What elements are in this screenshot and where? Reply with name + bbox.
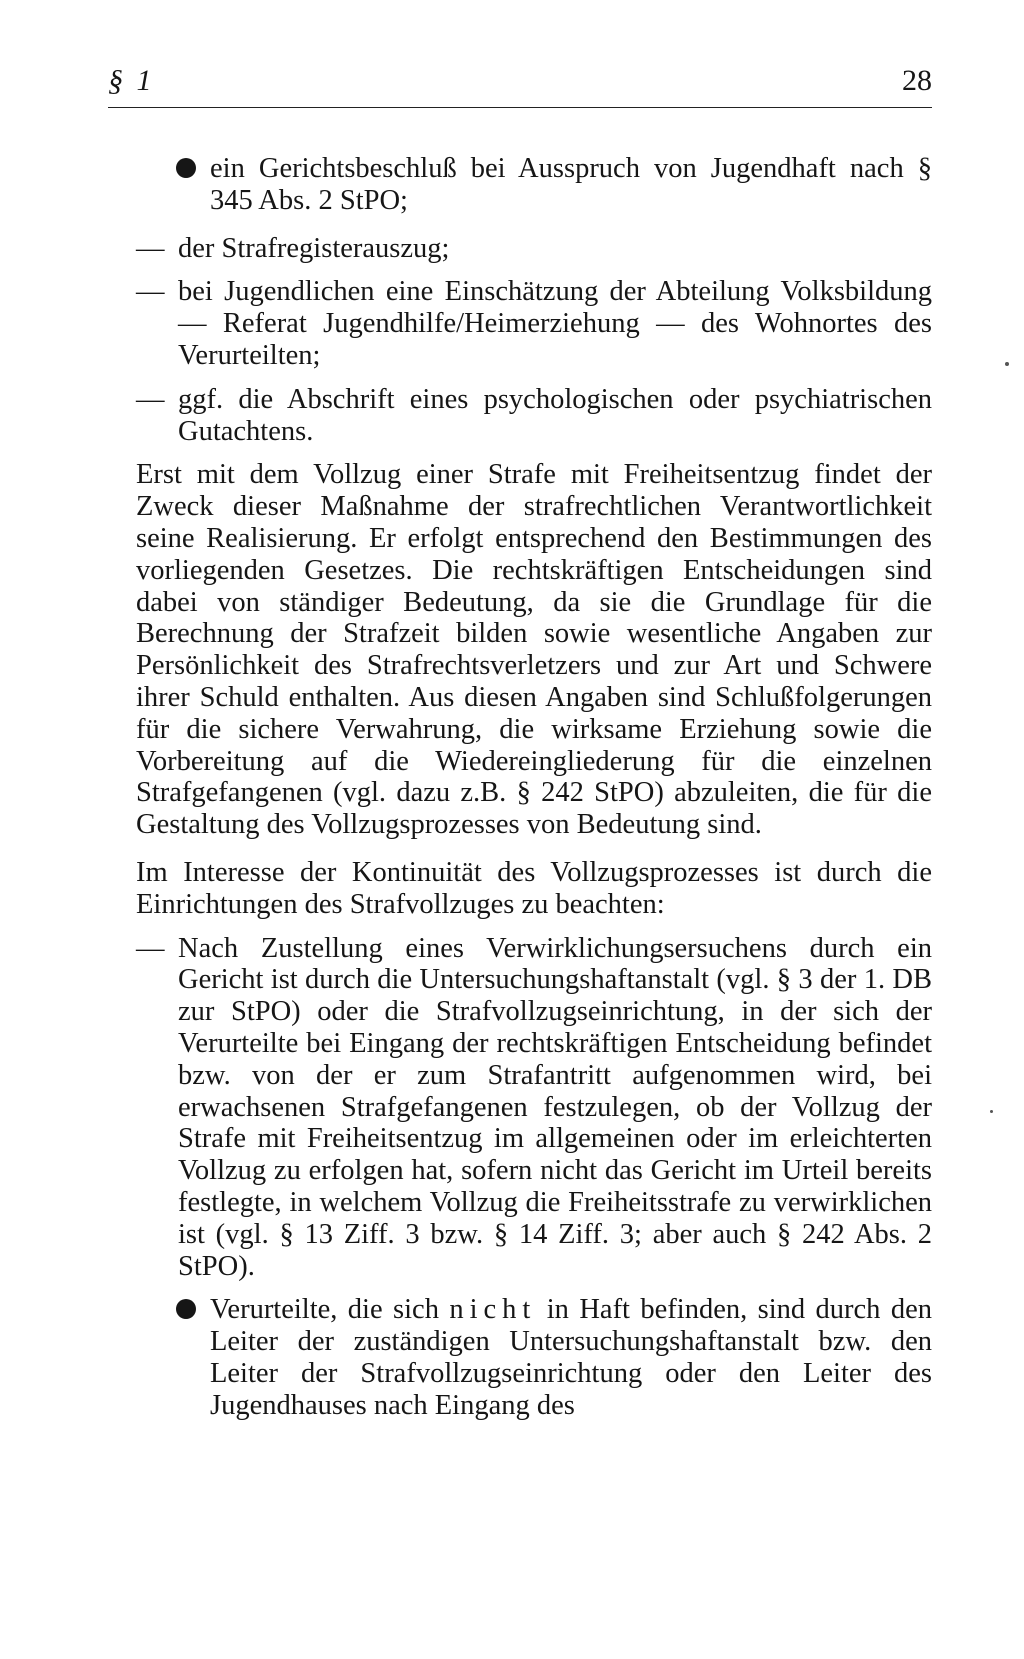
bullet-text-end: in Haft befinden, sind durch den Leiter der zuständigen Untersuchungshaftanstalt bzw. den Leiter der Strafvollzugseinrichtung oder den Leiter des Jugendhauses nach Eingang des xyxy=(210,1294,932,1421)
dash-item xyxy=(136,384,932,448)
dash-icon: — xyxy=(136,383,165,415)
bullet-item xyxy=(136,1294,932,1421)
page-number: 28 xyxy=(902,64,932,97)
bullet-text-start: Verurteilte, die sich xyxy=(210,1294,450,1326)
scan-speck xyxy=(1005,362,1009,366)
bullet-item xyxy=(136,153,932,217)
dash-icon: — xyxy=(136,276,165,308)
dash-icon: — xyxy=(136,232,165,264)
paragraph: Erst mit dem Vollzug einer Strafe mit Freiheitsentzug findet der Zweck dieser Maßnahme der strafrechtlichen Verantwortlichkeit seine Realisierung. Er erfolgt entsprechend den Bestimmungen des vorliegenden Gesetzes. Die rechtskräftigen Entscheidungen sind dabei von ständiger Bedeutung, da sie die Grundlage für die Berechnung der Strafzeit bilden sowie wesentliche Angaben zur Persönlichkeit des Strafrechtsverletzers und zur Art und Schwere ihrer Schuld enthalten. Aus diesen Angaben sind Schlußfolgerungen für die sichere Verwahrung, die wirksame Erziehung sowie die Vorbereitung auf die Wiedereingliederung für die einzelnen Strafgefangenen (vgl. dazu z.B. § 242 StPO) abzuleiten, die für die Gestaltung des Vollzugsprozesses von Bedeutung sind. xyxy=(136,459,932,841)
dash-text: der Strafregisterauszug; xyxy=(178,232,450,264)
dash-text: ggf. die Abschrift eines psychologischen oder psychiatrischen Gutachtens. xyxy=(178,383,932,447)
dash-item xyxy=(136,233,932,265)
section-header: § 1 xyxy=(108,64,155,97)
header-rule xyxy=(108,107,932,108)
document-body xyxy=(136,153,932,1421)
dash-icon: — xyxy=(136,932,165,964)
bullet-text: ein Gerichtsbeschluß bei Ausspruch von Jugendhaft nach § 345 Abs. 2 StPO; xyxy=(210,153,932,216)
emphasized-word: nicht xyxy=(449,1294,537,1326)
dash-text: Nach Zustellung eines Verwirklichungsersuchens durch ein Gericht ist durch die Untersuchungshaftanstalt (vgl. § 3 der 1. DB zur StPO) oder die Strafvollzugseinrichtung, in der sich der Verurteilte bei Eingang der rechtskräftigen Entscheidung befindet bzw. von der er zum Strafantritt aufgenommen wird, bei erwachsenen Strafgefangenen festzulegen, ob der Vollzug der Strafe mit Freiheitsentzug im allgemeinen oder im erleichterten Vollzug zu erfolgen hat, sofern nicht das Gericht im Urteil bereits festlegte, in welchem Vollzug die Freiheitsstrafe zu verwirklichen ist (vgl. § 13 Ziff. 3 bzw. § 14 Ziff. 3; aber auch § 242 Abs. 2 StPO). xyxy=(178,932,932,1282)
dash-item xyxy=(136,933,932,1283)
bullet-icon xyxy=(176,158,196,178)
scan-speck xyxy=(990,1110,993,1113)
bullet-icon xyxy=(176,1299,196,1319)
dash-item xyxy=(136,276,932,371)
dash-text: bei Jugendlichen eine Einschätzung der Abteilung Volksbildung — Referat Jugendhilfe/Heimerziehung — des Wohnortes des Verurteilten; xyxy=(178,276,932,371)
paragraph: Im Interesse der Kontinuität des Vollzugsprozesses ist durch die Einrichtungen des Strafvollzuges zu beachten: xyxy=(136,856,932,920)
